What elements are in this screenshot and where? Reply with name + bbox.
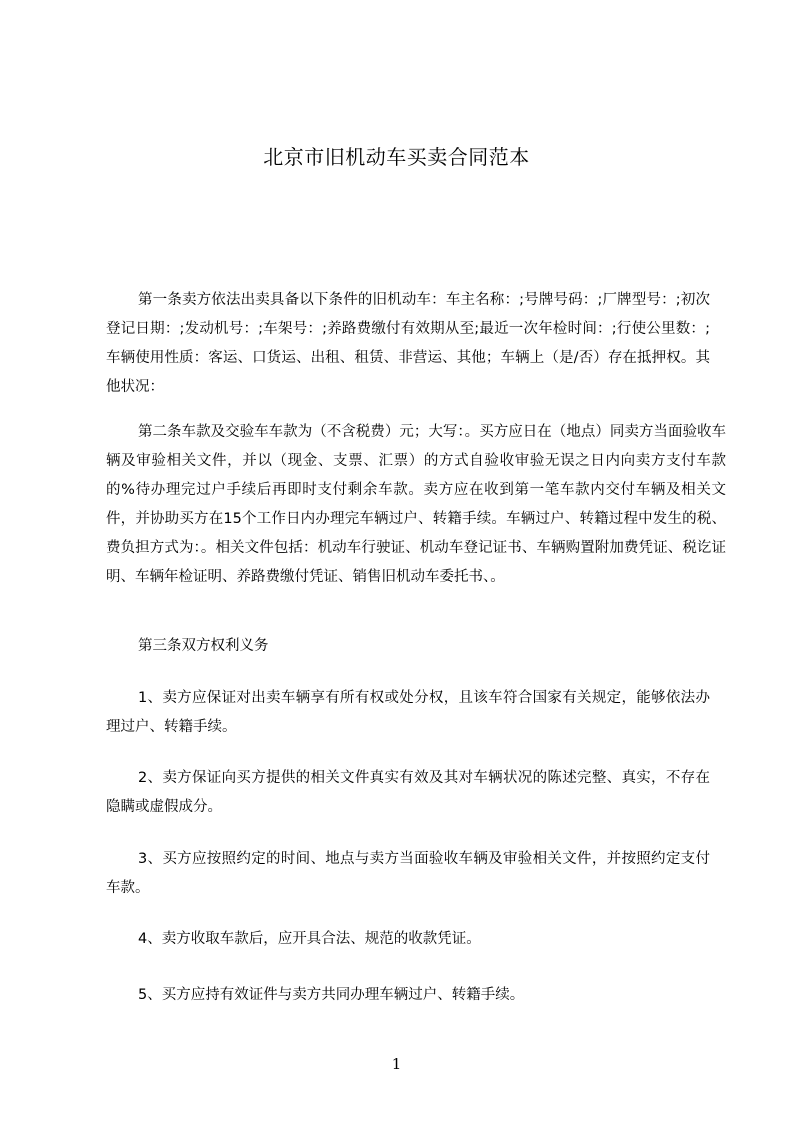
article-3-heading: 第三条双方权利义务	[138, 638, 269, 654]
obligation-item-1: 1、卖方应保证对出卖车辆享有所有权或处分权，且该车符合国家有关规定，能够依法办理过户、转籍手续。	[106, 690, 710, 735]
obligation-item-2: 2、卖方保证向买方提供的相关文件真实有效及其对车辆状况的陈述完整、真实，不存在隐瞒或虚假成分。	[106, 770, 710, 815]
article-1-paragraph: 第一条卖方依法出卖具备以下条件的旧机动车：车主名称：;号牌号码：;厂牌型号：;初次登记日期：;发动机号：;车架号：;养路费缴付有效期从至;最近一次年检时间：;行使公里数：;车辆使用性质：客运、口货运、出租、租赁、非营运、其他；车辆上（是/否）存在抵押权。其他状况：	[106, 292, 710, 395]
article-2-paragraph: 第二条车款及交验车车款为（不含税费）元；大写：。买方应日在（地点）同卖方当面验收车辆及审验相关文件，并以（现金、支票、汇票）的方式自验收审验无误之日内向卖方支付车款的%待办理完过户手续后再即时支付剩余车款。卖方应在收到第一笔车款内交付车辆及相关文件，并协助买方在15个工作日内办理完车辆过户、转籍手续。车辆过户、转籍过程中发生的税、费负担方式为：。相关文件包括：机动车行驶证、机动车登记证书、车辆购置附加费凭证、税讫证明、车辆年检证明、养路费缴付凭证、销售旧机动车委托书、。	[106, 424, 726, 585]
obligation-item-5: 5、买方应持有效证件与卖方共同办理车辆过户、转籍手续。	[138, 987, 525, 1003]
obligation-item-4: 4、卖方收取车款后，应开具合法、规范的收款凭证。	[138, 931, 481, 947]
obligation-item-3: 3、买方应按照约定的时间、地点与卖方当面验收车辆及审验相关文件，并按照约定支付车款。	[106, 851, 710, 896]
page-number: 1	[391, 1055, 402, 1073]
document-title: 北京市旧机动车买卖合同范本	[263, 145, 530, 169]
